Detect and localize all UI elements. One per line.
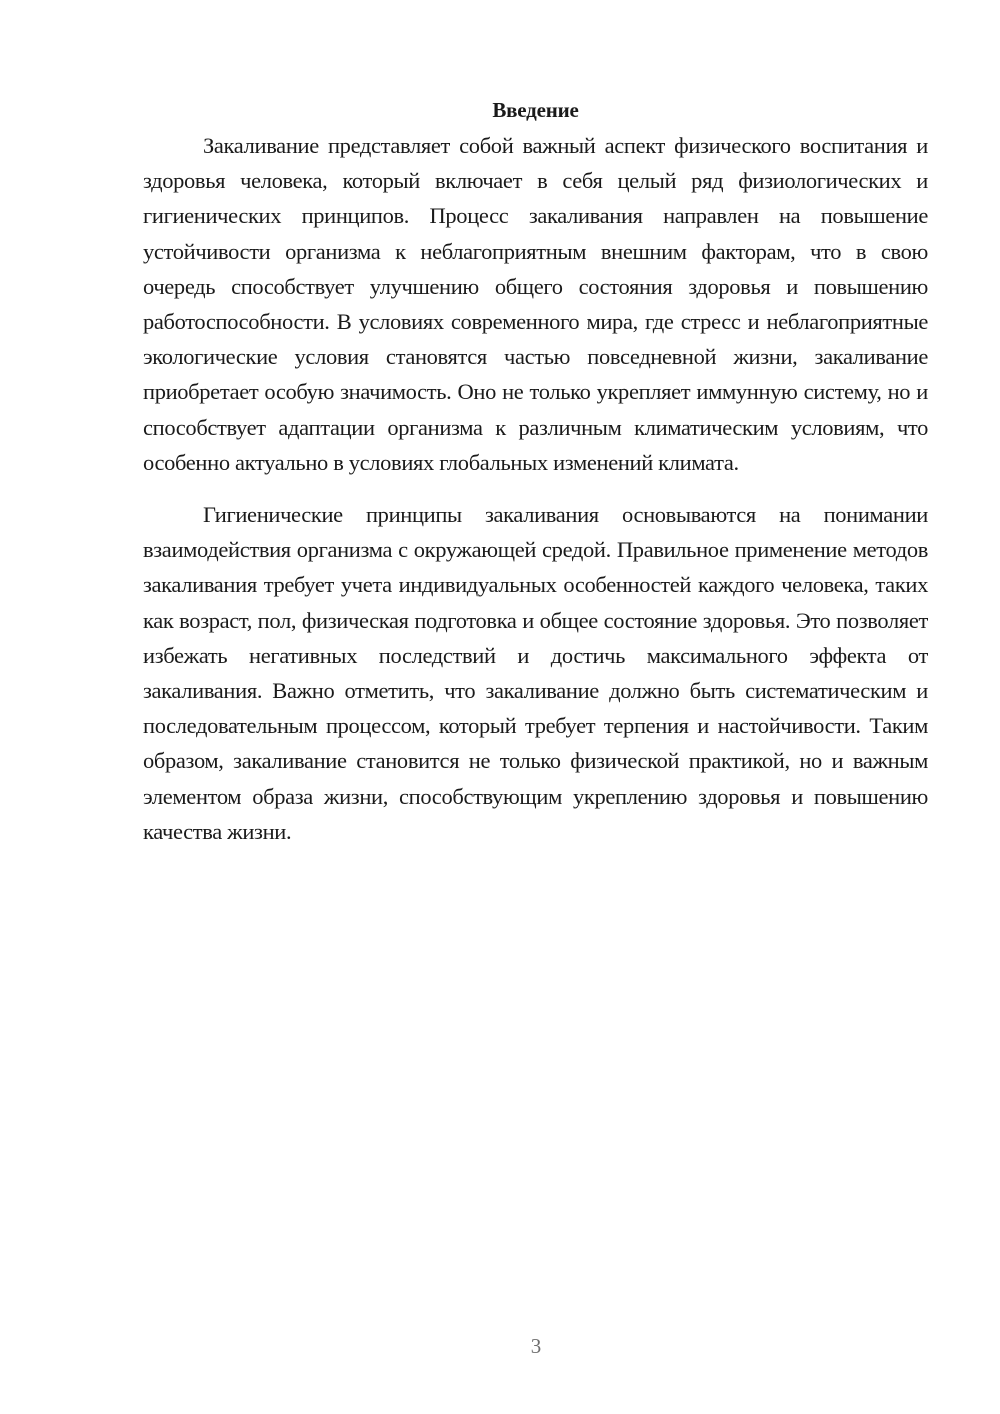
paragraph-intro: Закаливание представляет собой важный аспект физического воспитания и здоровья человека, который включает в себя целый ряд физиологических и гигиенических принципов. Процесс закаливания направлен на повышение устойчивости организма к неблагоприятным внешним факторам, что в свою очередь способствует улучшению общего состояния здоровья и повышению работоспособности. В условиях современного мира, где стресс и неблагоприятные экологические условия становятся частью повседневной жизни, закаливание приобретает особую значимость. Оно не только укрепляет иммунную систему, но и способствует адаптации организма к различным климатическим условиям, что особенно актуально в условиях глобальных изменений климата.: [143, 133, 928, 475]
page-content: [143, 92, 928, 849]
page-number: 3: [530, 1334, 542, 1358]
paragraph-hygienic-principles: Гигиенические принципы закаливания основываются на понимании взаимодействия организма с окружающей средой. Правильное применение методов закаливания требует учета индивидуальных особенностей каждого человека, таких как возраст, пол, физическая подготовка и общее состояние здоровья. Это позволяет избежать негативных последствий и достичь максимального эффекта от закаливания. Важно отметить, что закаливание должно быть систематическим и последовательным процессом, который требует терпения и настойчивости. Таким образом, закаливание становится не только физической практикой, но и важным элементом образа жизни, способствующим укреплению здоровья и повышению качества жизни.: [143, 502, 928, 844]
section-title: Введение: [492, 98, 579, 122]
